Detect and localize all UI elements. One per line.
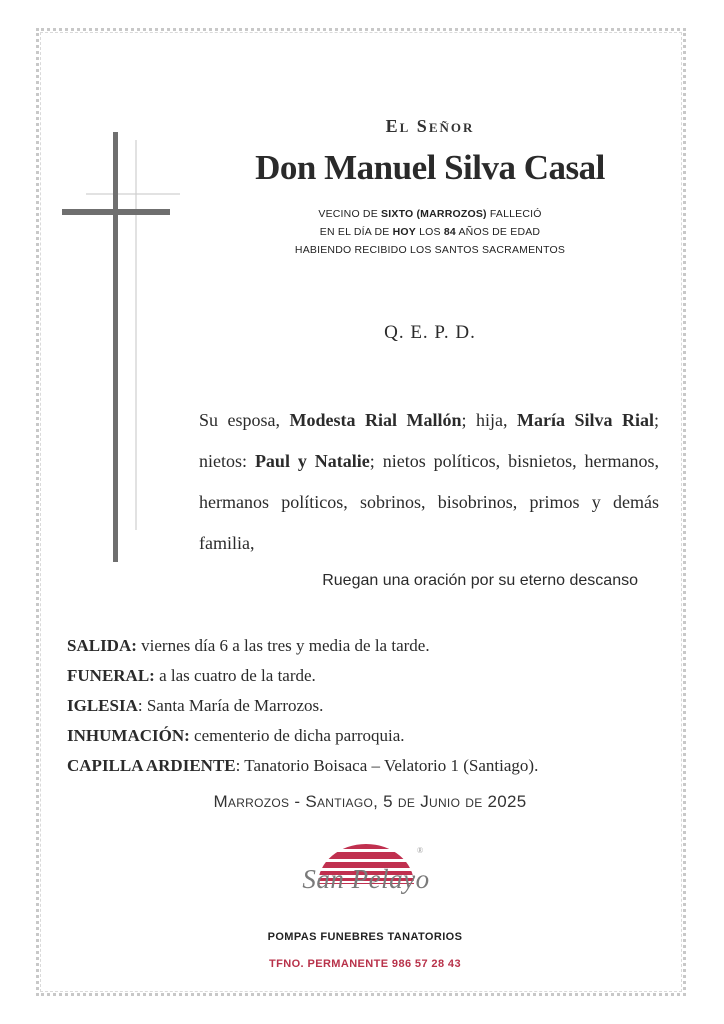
title-prefix: El Señor (385, 116, 475, 136)
prayer-line: Ruegan una oración por su eterno descanso (322, 572, 638, 589)
service-details (67, 631, 667, 781)
deceased-name: Don Manuel Silva Casal (255, 148, 605, 187)
detail-iglesia: IGLESIA: Santa María de Marrozos. (67, 696, 324, 715)
registered-mark: ® (417, 846, 424, 855)
detail-inhumacion: INHUMACIÓN: cementerio de dicha parroquia. (67, 726, 405, 745)
description-line-2: EN EL DÍA DE HOY LOS 84 AÑOS DE EDAD (319, 226, 541, 238)
logo-wordmark: San Pelayo (302, 864, 430, 894)
cross-icon (60, 130, 185, 565)
detail-capilla-ardiente: CAPILLA ARDIENTE: Tanatorio Boisaca – Velatorio 1 (Santiago). (67, 756, 539, 775)
company-line: POMPAS FUNEBRES TANATORIOS (267, 931, 463, 943)
detail-funeral: FUNERAL: a las cuatro de la tarde. (67, 666, 316, 685)
place-date-line: Marrozos - Santiago, 5 de Junio de 2025 (213, 792, 527, 811)
description-line-1: VECINO DE SIXTO (MARROZOS) FALLECIÓ (318, 208, 542, 220)
qepd: Q. E. P. D. (384, 322, 476, 343)
detail-salida: SALIDA: viernes día 6 a las tres y media de la tarde. (67, 636, 430, 655)
family-paragraph: Su esposa, Modesta Rial Mallón; hija, María Silva Rial; nietos: Paul y Natalie; nietos políticos, bisnietos, hermanos, hermanos políticos, sobrinos, bisobrinos, primos y demás familia, (199, 410, 660, 553)
phone-line: TFNO. PERMANENTE 986 57 28 43 (269, 958, 461, 970)
description-line-3: HABIENDO RECIBIDO LOS SANTOS SACRAMENTOS (294, 244, 566, 256)
